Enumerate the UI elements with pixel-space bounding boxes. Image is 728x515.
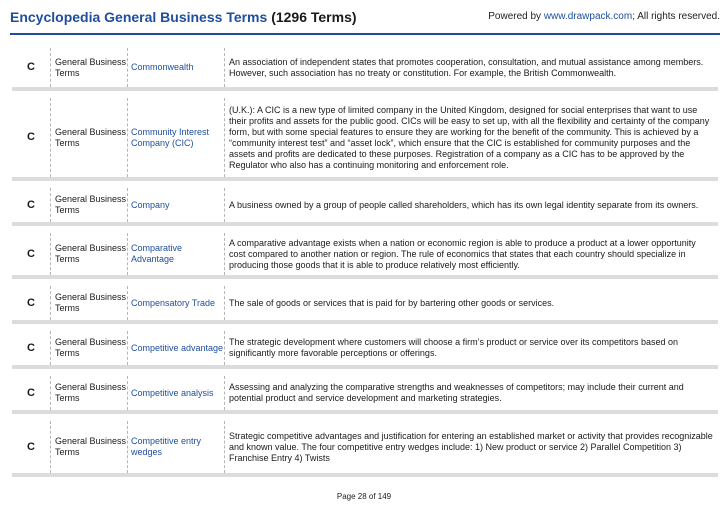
- category-cell: General Business Terms: [50, 286, 127, 320]
- letter-cell: C: [27, 440, 35, 453]
- table-row: [12, 376, 718, 414]
- category-cell: General Business Terms: [50, 233, 127, 275]
- letter-cell: C: [27, 386, 35, 399]
- letter-cell: C: [27, 247, 35, 260]
- category-cell: General Business Terms: [50, 188, 127, 222]
- page-number: Page 28 of 149: [336, 492, 392, 501]
- term-cell: Competitive analysis: [127, 376, 224, 410]
- term-count: (1296 Terms): [271, 9, 357, 25]
- term-cell: Commonwealth: [127, 48, 224, 87]
- definition-cell: A business owned by a group of people called shareholders, which has its own legal identity separate from its owners.: [224, 188, 718, 222]
- letter-cell: C: [27, 341, 35, 354]
- term-cell: Comparative Advantage: [127, 233, 224, 275]
- title-text: Encyclopedia General Business Terms: [10, 9, 268, 25]
- definition-cell: (U.K.): A CIC is a new type of limited company in the United Kingdom, designed for social enterprises that want to use their profits and assets for the public good. CICs will be easy to set up, with all the flexibility and certainty of the company form, but with some special features to ensure they are working for the benefit of the community. This is achieved by a “community interest test” and “asset lock”, which ensure that the CIC is established for community purposes and the assets and profits are dedicated to these purposes. Registration of a company as a CIC has to be approved by the Regulator who also has a continuing monitoring and enforcement role.: [224, 98, 718, 177]
- table-row: [12, 286, 718, 324]
- definition-cell: Assessing and analyzing the comparative strengths and weaknesses of competitors; may include their current and potential product and service development and marketing strategies.: [224, 376, 718, 410]
- category-cell: General Business Terms: [50, 98, 127, 177]
- drawpack-link[interactable]: www.drawpack.com: [543, 11, 633, 22]
- table-row: [12, 98, 718, 181]
- table-row: [12, 188, 718, 226]
- table-row: [12, 48, 718, 91]
- category-cell: General Business Terms: [50, 331, 127, 365]
- term-cell: Company: [127, 188, 224, 222]
- definition-cell: A comparative advantage exists when a nation or economic region is able to produce a product at a lower opportunity cost compared to another nation or region. The rule of economics that states that each country should specialize in producing those goods that it is able to produce relatively most efficiently.: [224, 233, 718, 275]
- definition-cell: Strategic competitive advantages and justification for entering an established market or activity that provides recognizable and known value. The four competitive entry wedges include: 1) New product or service 2) Parallel Competition 3) Franchise Entry 4) Twists: [224, 421, 718, 473]
- rights-text: ; All rights reserved.: [632, 11, 720, 22]
- header-rule: [10, 33, 720, 35]
- letter-cell: C: [27, 61, 35, 73]
- term-cell: Community Interest Company (CIC): [127, 98, 224, 177]
- table-row: [12, 421, 718, 477]
- definition-cell: The sale of goods or services that is paid for by bartering other goods or services.: [224, 286, 718, 320]
- powered-by-notice: [488, 11, 720, 22]
- definition-cell: An association of independent states that promotes cooperation, consultation, and mutual assistance among members. However, such association has no treaty or constitution. For example, the British Commonwealth.: [224, 48, 718, 87]
- powered-prefix: Powered by: [488, 11, 542, 22]
- category-cell: General Business Terms: [50, 421, 127, 473]
- term-cell: Compensatory Trade: [127, 286, 224, 320]
- category-cell: General Business Terms: [50, 376, 127, 410]
- page-header: [10, 9, 724, 31]
- table-row: [12, 233, 718, 279]
- document-title: [10, 9, 357, 25]
- letter-cell: C: [27, 296, 35, 309]
- letter-cell: C: [27, 131, 35, 143]
- definition-cell: The strategic development where customers will choose a firm’s product or service over its competitors based on significantly more favorable perceptions or offerings.: [224, 331, 718, 365]
- table-row: [12, 331, 718, 369]
- term-cell: Competitive advantage: [127, 331, 224, 365]
- category-cell: General Business Terms: [50, 48, 127, 87]
- term-cell: Competitive entry wedges: [127, 421, 224, 473]
- letter-cell: C: [27, 198, 35, 211]
